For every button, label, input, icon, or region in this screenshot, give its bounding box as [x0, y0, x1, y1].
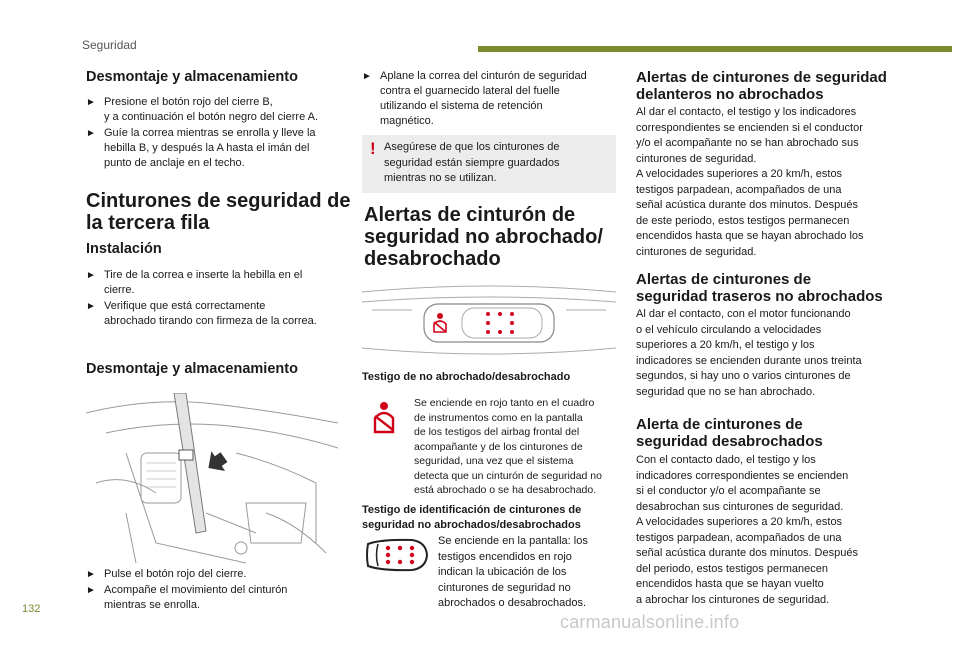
heading-front-alerts: Alertas de cinturones de seguridad delanteros no abrochados — [636, 69, 887, 103]
caption-lamp: Testigo de no abrochado/desabrochado — [362, 371, 571, 383]
front-alerts-text: Al dar el contacto, el testigo y los indicadores correspondientes se encienden si el conductor y/o el acompañante no se han abrochado sus cinturones de seguridad. A velocidades superiores a 20 km/h, estos testigos parpadean, acompañados de una señal acústica durante dos minutos. Después de este periodo, estos testigos permanecen encendidos hasta que se hayan abrochado los cinturones de seguridad. — [636, 106, 864, 258]
heading-removal: Desmontaje y almacenamiento — [86, 69, 298, 85]
overhead-console-illustration — [362, 280, 616, 362]
exclamation-icon: ! — [370, 139, 376, 158]
seatbelt-warning-icon — [372, 400, 396, 434]
section-accent-bar — [478, 46, 952, 52]
removal-2-list — [86, 567, 356, 614]
seat-map-icon — [364, 538, 430, 572]
lamp-description: Se enciende en rojo tanto en el cuadro de instrumentos como en la pantalla de los testigos del airbag frontal del acompañante y de los cinturones de seguridad, una vez que el sistema detecta que un cinturón de seguridad no está abrochado o se ha desabrochado. — [414, 397, 602, 496]
list-item: ► Guíe la correa mientras se enrolla y lleve la hebilla B, y después la A hasta el imán del punto de anclaje en el techo. — [86, 127, 316, 169]
list-item: ► Acompañe el movimiento del cinturón mientras se enrolla. — [86, 584, 288, 611]
list-item: ► Presione el botón rojo del cierre B, y a continuación el botón negro del cierre A. — [86, 96, 319, 123]
heading-third-row: Cinturones de seguridad de la tercera fila — [86, 190, 351, 234]
unfastened-alert-text: Con el contacto dado, el testigo y los indicadores correspondientes se encienden si el conductor y/o el acompañante se desabrochan sus cinturones de seguridad. A velocidades superiores a 20 km/h, estos testigos parpadean, acompañados de una señal acústica durante dos minutos. Después del periodo, estos testigos permanecen encendidos hasta que se hayan vuelto a abrochar los cinturones de seguridad. — [636, 454, 858, 606]
heading-unfastened-alert: Alerta de cinturones de seguridad desabrochados — [636, 416, 823, 450]
flatten-strap-list — [362, 69, 617, 130]
list-item: ► Verifique que está correctamente abrochado tirando con firmeza de la correa. — [86, 300, 317, 327]
heading-unfastened-alerts: Alertas de cinturón de seguridad no abrochado/ desabrochado — [364, 204, 603, 270]
identification-description: Se enciende en la pantalla: los testigos encendidos en rojo indican la ubicación de los cinturones de seguridad no abrochados o desabrochados. — [438, 535, 588, 609]
list-item: ► Pulse el botón rojo del cierre. — [86, 568, 247, 580]
removal-list — [86, 95, 356, 172]
watermark: carmanualsonline.info — [560, 612, 740, 632]
list-item: ► Aplane la correa del cinturón de seguridad contra el guarnecido lateral del fuelle utilizando el sistema de retención magnético. — [362, 70, 587, 127]
heading-rear-alerts: Alertas de cinturones de seguridad traseros no abrochados — [636, 271, 883, 305]
installation-list — [86, 268, 356, 330]
list-item: ► Tire de la correa e inserte la hebilla en el cierre. — [86, 269, 303, 296]
heading-installation: Instalación — [86, 241, 162, 257]
caption-identification: Testigo de identificación de cinturones de seguridad no abrochados/desabrochados — [362, 504, 582, 531]
section-title: Seguridad — [82, 38, 137, 52]
rear-alerts-text: Al dar el contacto, con el motor funcionando o el vehículo circulando a velocidades superiores a 20 km/h, el testigo y los indicadores se encienden durante unos treinta segundos, si hay uno o varios cinturones de seguridad que no se han abrochado. — [636, 308, 862, 398]
warning-box: ! Asegúrese de que los cinturones de seguridad están siempre guardados mientras no se utilizan. — [362, 135, 616, 193]
page-number: 132 — [22, 603, 41, 615]
heading-removal-2: Desmontaje y almacenamiento — [86, 361, 298, 377]
seatbelt-stowage-illustration — [86, 393, 338, 565]
